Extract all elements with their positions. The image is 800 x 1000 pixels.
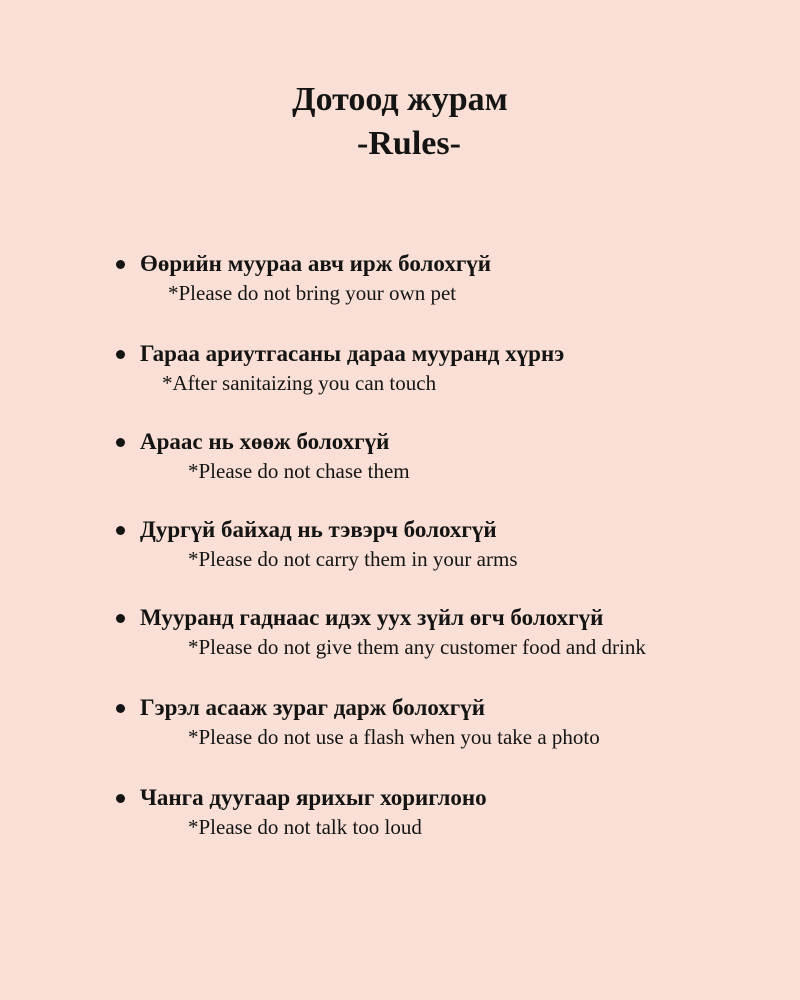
rule-english: *Please do not chase them [188,459,410,483]
rule-english: *Please do not bring your own pet [168,281,457,305]
rule-english: *Please do not carry them in your arms [188,547,518,571]
rule-mongolian: Гэрэл асааж зураг дарж болохгүй [140,695,485,720]
bullet-icon [116,350,125,359]
bullet-icon [116,260,125,269]
bullet-icon [116,438,125,447]
rule-mongolian: Өөрийн муураа авч ирж болохгүй [140,251,492,276]
title-mongolian: Дотоод журам [292,81,508,118]
rule-english: *Please do not use a flash when you take a photo [188,725,600,749]
rule-mongolian: Дургүй байхад нь тэвэрч болохгүй [140,517,497,542]
rule-english: *After sanitaizing you can touch [162,371,437,395]
rule-mongolian: Чанга дуугаар ярихыг хориглоно [140,785,487,810]
bullet-icon [116,526,125,535]
rule-english: *Please do not give them any customer food and drink [188,635,646,659]
bullet-icon [116,704,125,713]
rule-english: *Please do not talk too loud [188,815,422,839]
title-english: -Rules- [357,125,461,162]
rule-mongolian: Гараа ариутгасаны дараа мууранд хүрнэ [140,341,565,366]
bullet-icon [116,794,125,803]
bullet-icon [116,614,125,623]
page-title [0,78,800,166]
rule-mongolian: Араас нь хөөж болохгүй [140,429,390,454]
rule-mongolian: Мууранд гаднаас идэх уух зүйл өгч болохгүй [140,605,604,630]
